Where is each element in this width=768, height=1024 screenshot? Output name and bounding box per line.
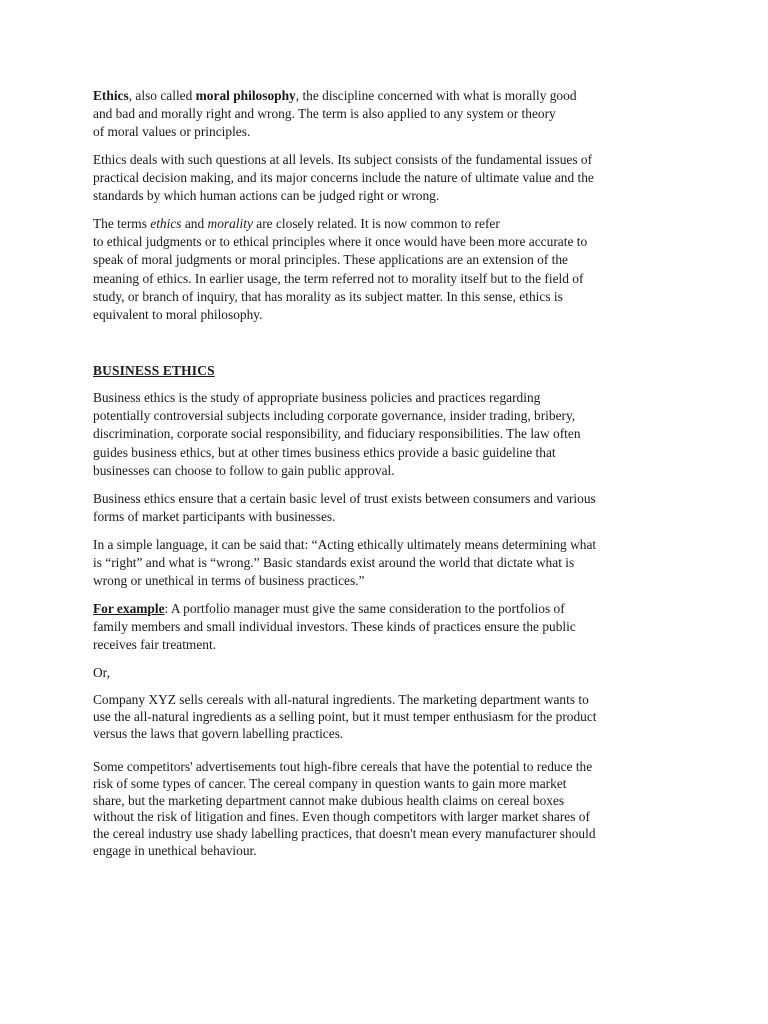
term-ethics-italic: ethics — [150, 216, 182, 231]
paragraph-company-xyz: Company XYZ sells cereals with all-natural ingredients. The marketing department wants to use the all-natural ingredients as a selling point, but it must temper enthusiasm for the product versus the laws that govern labelling practices. — [93, 692, 597, 741]
paragraph-or: Or, — [93, 665, 110, 680]
paragraph-ethics-questions: Ethics deals with such questions at all levels. Its subject consists of the fundamental issues of practical decision making, and its major concerns include the nature of ultimate value and the standards by which human actions can be judged right or wrong. — [93, 152, 594, 204]
section-heading-business-ethics: BUSINESS ETHICS — [93, 363, 215, 378]
paragraph-simple-language: In a simple language, it can be said that: “Acting ethically ultimately means determining what is “right” and what is “wrong.” Basic standards exist around the world that dictate what is wrong or unethical in terms of business practices.” — [93, 537, 597, 589]
term-moral-philosophy: moral philosophy — [195, 88, 296, 103]
paragraph-ethics-morality — [93, 215, 587, 324]
paragraph-competitors: Some competitors' advertisements tout high-fibre cereals that have the potential to reduce the risk of some types of cancer. The cereal company in question wants to gain more market share, but the marketing department cannot make dubious health claims on cereal boxes without the risk of litigation and fines. Even though competitors with larger market shares of the cereal industry use shady labelling practices, that doesn't mean every manufacturer should engage in unethical behaviour. — [93, 759, 596, 858]
term-ethics: Ethics — [93, 88, 129, 103]
paragraph-trust: Business ethics ensure that a certain basic level of trust exists between consumers and various forms of market participants with businesses. — [93, 491, 596, 525]
para3-lead: The terms — [93, 216, 151, 231]
example-label: For example — [93, 601, 165, 616]
paragraph-business-ethics-definition: Business ethics is the study of appropriate business policies and practices regarding potentially controversial subjects including corporate governance, insider trading, bribery, discrimination, corporate social responsibility, and fiduciary responsibilities. The law often guides business ethics, but at other times business ethics provide a basic guideline that businesses can choose to follow to gain public approval. — [93, 390, 581, 478]
intro-paragraph — [93, 87, 577, 142]
paragraph-example — [93, 600, 576, 655]
para3-rest: are closely related. It is now common to refer to ethical judgments or to ethical principles where it once would have been more accurate to speak of moral judgments or moral principles. These applications are an extension of the meaning of ethics. In earlier usage, the term referred not to morality itself but to the field of study, or branch of inquiry, that has morality as its subject matter. In this sense, ethics is equivalent to moral philosophy. — [93, 216, 588, 323]
term-morality-italic: morality — [207, 216, 253, 231]
intro-text-a: , also called — [128, 88, 196, 103]
example-text: : A portfolio manager must give the same consideration to the portfolios of family members and small individual investors. These kinds of practices ensure the public receives fair treatment. — [93, 601, 576, 653]
para3-and: and — [181, 216, 208, 231]
intro-text-b: , the discipline concerned with what is morally good and bad and morally right and wrong. The term is also applied to any system or theory of moral values or principles. — [93, 88, 577, 140]
